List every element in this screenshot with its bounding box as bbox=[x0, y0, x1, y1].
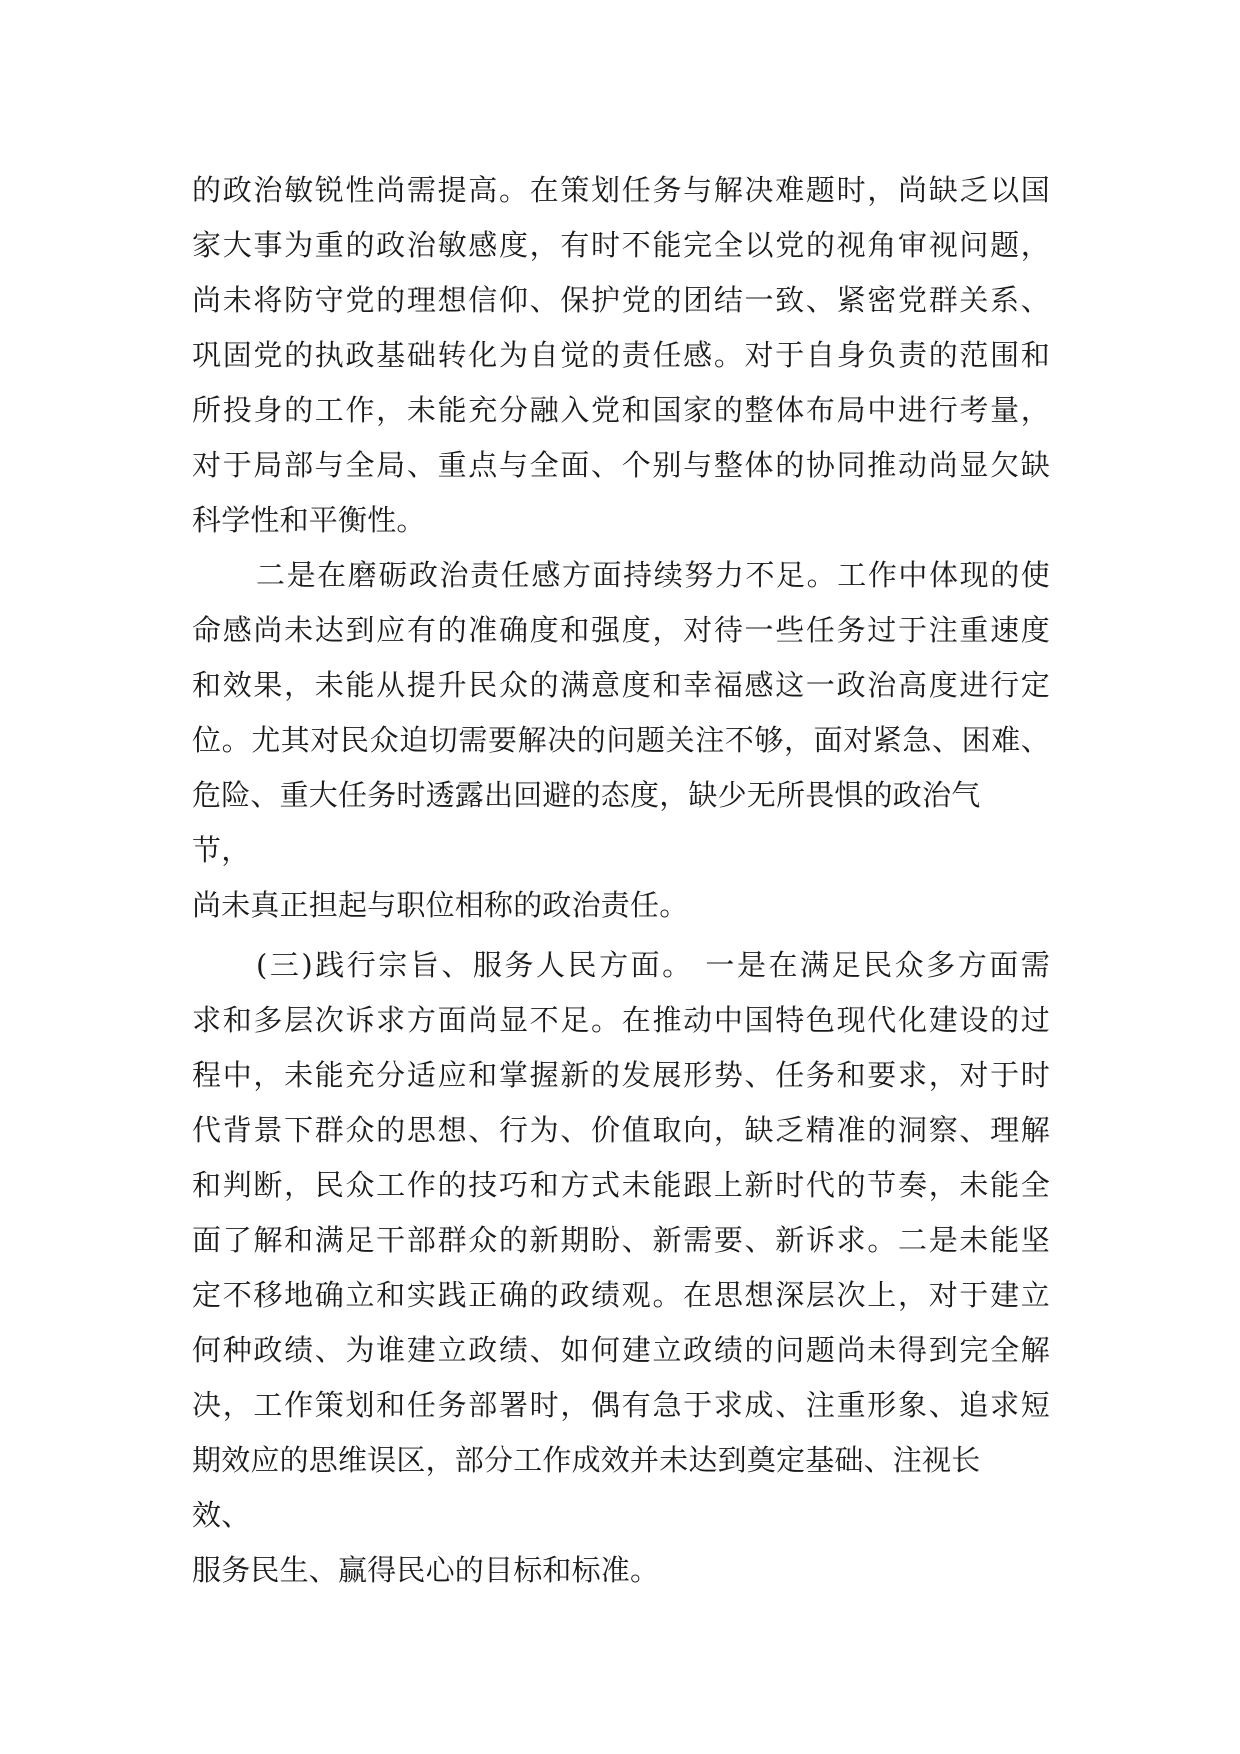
text-line: 服务民生、赢得民心的目标和标准。 bbox=[192, 1553, 660, 1587]
text-line: 危险、重大任务时透露出回避的态度，缺少无所畏惧的政治气 bbox=[192, 778, 981, 812]
text-line: 巩固党的执政基础转化为自觉的责任感。对于自身负责的范围和 bbox=[192, 338, 1050, 372]
text-line: 效、 bbox=[192, 1498, 251, 1532]
text-line: 何种政绩、为谁建立政绩、如何建立政绩的问题尚未得到完全解 bbox=[192, 1333, 1050, 1367]
text-line: 面了解和满足干部群众的新期盼、新需要、新诉求。二是未能坚 bbox=[192, 1223, 1050, 1257]
text-line: 代背景下群众的思想、行为、价值取向，缺乏精准的洞察、理解 bbox=[192, 1113, 1050, 1147]
text-line: 决，工作策划和任务部署时，偶有急于求成、注重形象、追求短 bbox=[192, 1388, 1050, 1422]
text-line: 和判断，民众工作的技巧和方式未能跟上新时代的节奏，未能全 bbox=[192, 1168, 1050, 1202]
text-line: 位。尤其对民众迫切需要解决的问题关注不够，面对紧急、困难、 bbox=[192, 723, 1050, 757]
paragraph-first-line: 二是在磨砺政治责任感方面持续努力不足。工作中体现的使 bbox=[256, 558, 1050, 592]
text-line: 节， bbox=[192, 833, 251, 867]
text-line: 期效应的思维误区，部分工作成效并未达到奠定基础、注视长 bbox=[192, 1443, 981, 1477]
text-line: 程中，未能充分适应和掌握新的发展形势、任务和要求，对于时 bbox=[192, 1058, 1050, 1092]
text-line: 定不移地确立和实践正确的政绩观。在思想深层次上，对于建立 bbox=[192, 1278, 1050, 1312]
text-line: 的政治敏锐性尚需提高。在策划任务与解决难题时，尚缺乏以国 bbox=[192, 173, 1050, 207]
text-line: 所投身的工作，未能充分融入党和国家的整体布局中进行考量， bbox=[192, 393, 1050, 427]
section-heading-line: (三)践行宗旨、服务人民方面。 一是在满足民众多方面需 bbox=[256, 948, 1050, 982]
text-line: 家大事为重的政治敏感度，有时不能完全以党的视角审视问题， bbox=[192, 228, 1050, 262]
text-line: 科学性和平衡性。 bbox=[192, 503, 426, 537]
text-line: 对于局部与全局、重点与全面、个别与整体的协同推动尚显欠缺 bbox=[192, 448, 1050, 482]
text-line: 尚未真正担起与职位相称的政治责任。 bbox=[192, 888, 689, 922]
text-line: 命感尚未达到应有的准确度和强度，对待一些任务过于注重速度 bbox=[192, 613, 1050, 647]
text-line: 和效果，未能从提升民众的满意度和幸福感这一政治高度进行定 bbox=[192, 668, 1050, 702]
text-line: 尚未将防守党的理想信仰、保护党的团结一致、紧密党群关系、 bbox=[192, 283, 1050, 317]
text-line: 求和多层次诉求方面尚显不足。在推动中国特色现代化建设的过 bbox=[192, 1003, 1050, 1037]
